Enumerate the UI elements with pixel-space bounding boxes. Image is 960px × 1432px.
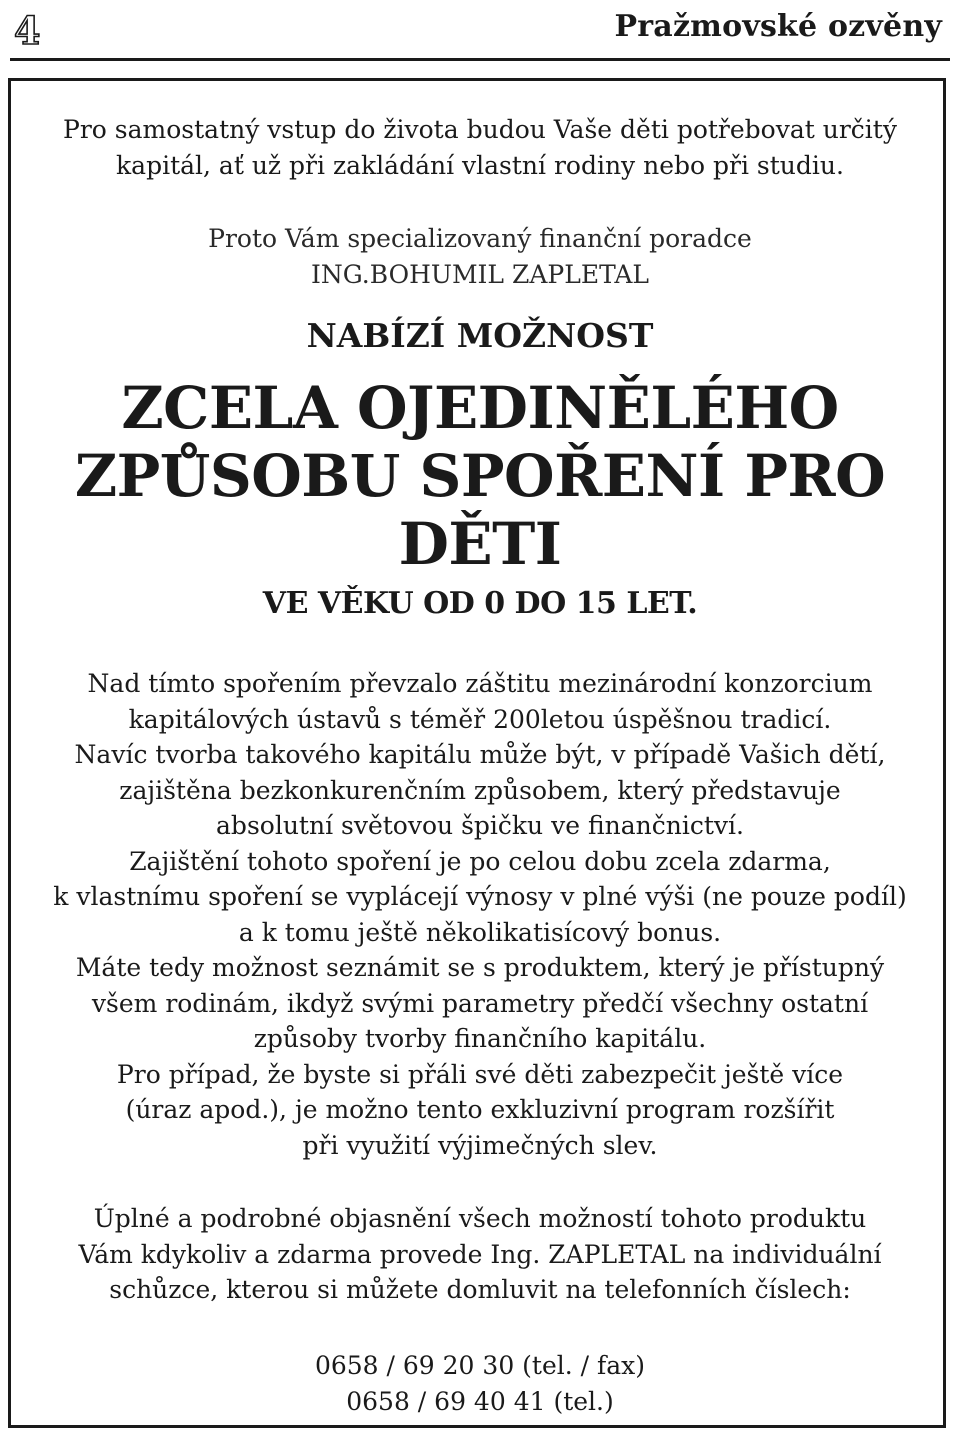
phone-number-1: 0658 / 69 20 30 (tel. / fax) (314, 1350, 646, 1380)
advisor-name: ING.BOHUMIL ZAPLETAL (310, 259, 650, 289)
body-line: kapitálových ústavů s téměř 200letou úspěšnou tradicí. (128, 704, 832, 734)
page-header (0, 0, 960, 64)
body-line: všem rodinám, ikdyž svými parametry předčí všechny ostatní (91, 988, 869, 1018)
closing-line: Úplné a podrobné objasnění všech možností tohoto produktu (93, 1204, 867, 1233)
body-line: zajištěna bezkonkurenčním způsobem, který představuje (119, 775, 841, 805)
body-line: Nad tímto spořením převzalo záštitu mezinárodní konzorcium (87, 669, 873, 698)
body-line: Zajištění tohoto spoření je po celou dobu zcela zdarma, (129, 846, 831, 876)
body-line: a k tomu ještě několikatisícový bonus. (238, 917, 722, 947)
intro-paragraph (10, 112, 950, 183)
headline-offer: NABÍZÍ MOŽNOST (306, 316, 654, 355)
advertisement-content (10, 112, 950, 1420)
headline-age: VE VĚKU OD 0 DO 15 LET. (262, 586, 698, 621)
body-line: (úraz apod.), je možno tento exkluzivní program rozšířit (125, 1095, 835, 1124)
headline-main-line-2: ZPŮSOBU SPOŘENÍ PRO DĚTI (74, 442, 886, 578)
headline-main-line-1: ZCELA OJEDINĚLÉHO (121, 374, 839, 442)
body-line: absolutní světovou špičku ve finančnictví. (216, 811, 744, 840)
body-line: při využití výjimečných slev. (302, 1130, 658, 1160)
header-rule (10, 58, 950, 61)
advisor-line: Proto Vám specializovaný finanční poradce (208, 224, 752, 253)
closing-line: schůzce, kterou si můžete domluvit na telefonních číslech: (109, 1275, 851, 1304)
closing-paragraph (10, 1201, 950, 1308)
body-paragraph (10, 666, 950, 1163)
advisor-block (10, 221, 950, 292)
intro-line: Pro samostatný vstup do života budou Vaše děti potřebovat určitý (63, 115, 897, 144)
publication-title: Pražmovské ozvěny (614, 9, 942, 44)
body-line: způsoby tvorby finančního kapitálu. (253, 1024, 707, 1053)
body-line: k vlastnímu spoření se vyplácejí výnosy v plné výši (ne pouze podíl) (53, 882, 907, 911)
page-number: 4 (14, 8, 41, 53)
body-line: Máte tedy možnost seznámit se s produktem, který je přístupný (75, 953, 885, 982)
phone-numbers (10, 1348, 950, 1420)
phone-number-2: 0658 / 69 40 41 (tel.) (346, 1386, 614, 1416)
body-line: Navíc tvorba takového kapitálu může být, v případě Vašich dětí, (74, 740, 886, 769)
closing-line: Vám kdykoliv a zdarma provede Ing. ZAPLETAL na individuální (78, 1239, 882, 1269)
body-line: Pro případ, že byste si přáli své děti zabezpečit ještě více (116, 1059, 844, 1089)
intro-line: kapitál, ať už při zakládání vlastní rodiny nebo při studiu. (116, 150, 844, 180)
